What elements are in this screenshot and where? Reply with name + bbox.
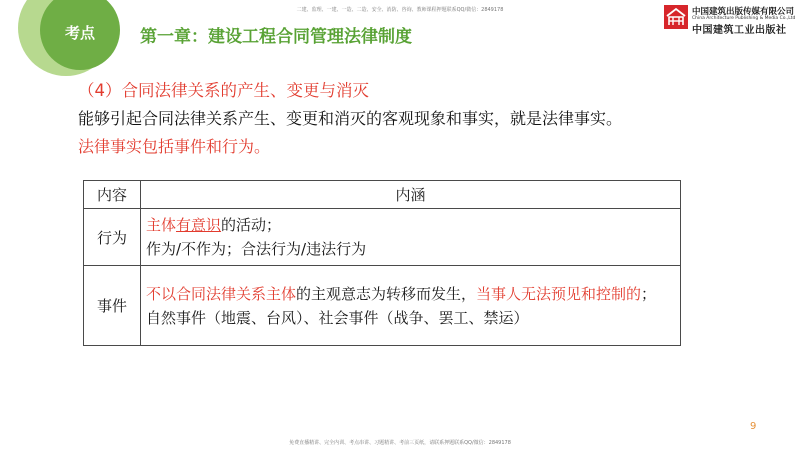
page-number: 9 — [750, 421, 757, 432]
definition-text: 能够引起合同法律关系产生、变更和消灭的客观现象和事实，就是法律事实。 — [78, 109, 623, 128]
plain-text: 自然事件（地震、台风）、社会事件（战争、罢工、禁运） — [146, 308, 529, 327]
row-body-behavior — [141, 209, 681, 266]
legal-fact-table — [83, 180, 681, 346]
plain-text: ； — [641, 284, 657, 303]
emphasis-text: 主体 — [146, 216, 177, 234]
plain-text: 的活动； — [221, 216, 282, 234]
body-line — [146, 213, 680, 237]
table-row — [84, 266, 681, 346]
row-label-behavior: 行为 — [84, 209, 141, 266]
publisher-logo-icon — [664, 5, 688, 29]
section-heading: （4）合同法律关系的产生、变更与消灭 — [78, 81, 369, 100]
publisher-name-en: China Architecture Publishing & Media Co.,Ltd — [692, 16, 796, 21]
emphasis-text: 当事人无法预见和控制的 — [476, 284, 642, 303]
plain-text: 作为/不作为；合法行为/违法行为 — [146, 240, 367, 258]
publisher-name-cn: 中国建筑出版传媒有限公司 — [692, 7, 795, 17]
summary-text: 法律事实包括事件和行为。 — [78, 137, 271, 156]
chapter-title: 第一章：建设工程合同管理法律制度 — [140, 27, 412, 47]
row-label-event: 事件 — [84, 266, 141, 346]
emphasis-text: 不以合同法律关系主体 — [146, 284, 297, 303]
plain-text: 的主观意志为转移而发生， — [296, 284, 477, 303]
top-notice: 二建、监理、一建、一造、二造、安全、消防、咨询、教师课程押题联系QQ/微信：2849178 — [296, 7, 504, 13]
body-line — [146, 306, 680, 330]
column-header-meaning: 内涵 — [141, 181, 681, 209]
publisher-imprint: 中国建筑工业出版社 — [692, 25, 787, 36]
row-body-event — [141, 266, 681, 346]
body-line — [146, 237, 680, 261]
body-line — [146, 282, 680, 306]
topic-badge: 考点 — [64, 24, 95, 42]
table-row — [84, 209, 681, 266]
table-header-row — [84, 181, 681, 209]
underlined-emphasis-text: 有意识 — [176, 216, 222, 234]
bottom-notice: 免费直播精讲、完全内训、考点串讲、习题精讲、考前三页纸，请联系押题联系QQ/微信：2849178 — [289, 440, 511, 446]
column-header-content: 内容 — [84, 181, 141, 209]
